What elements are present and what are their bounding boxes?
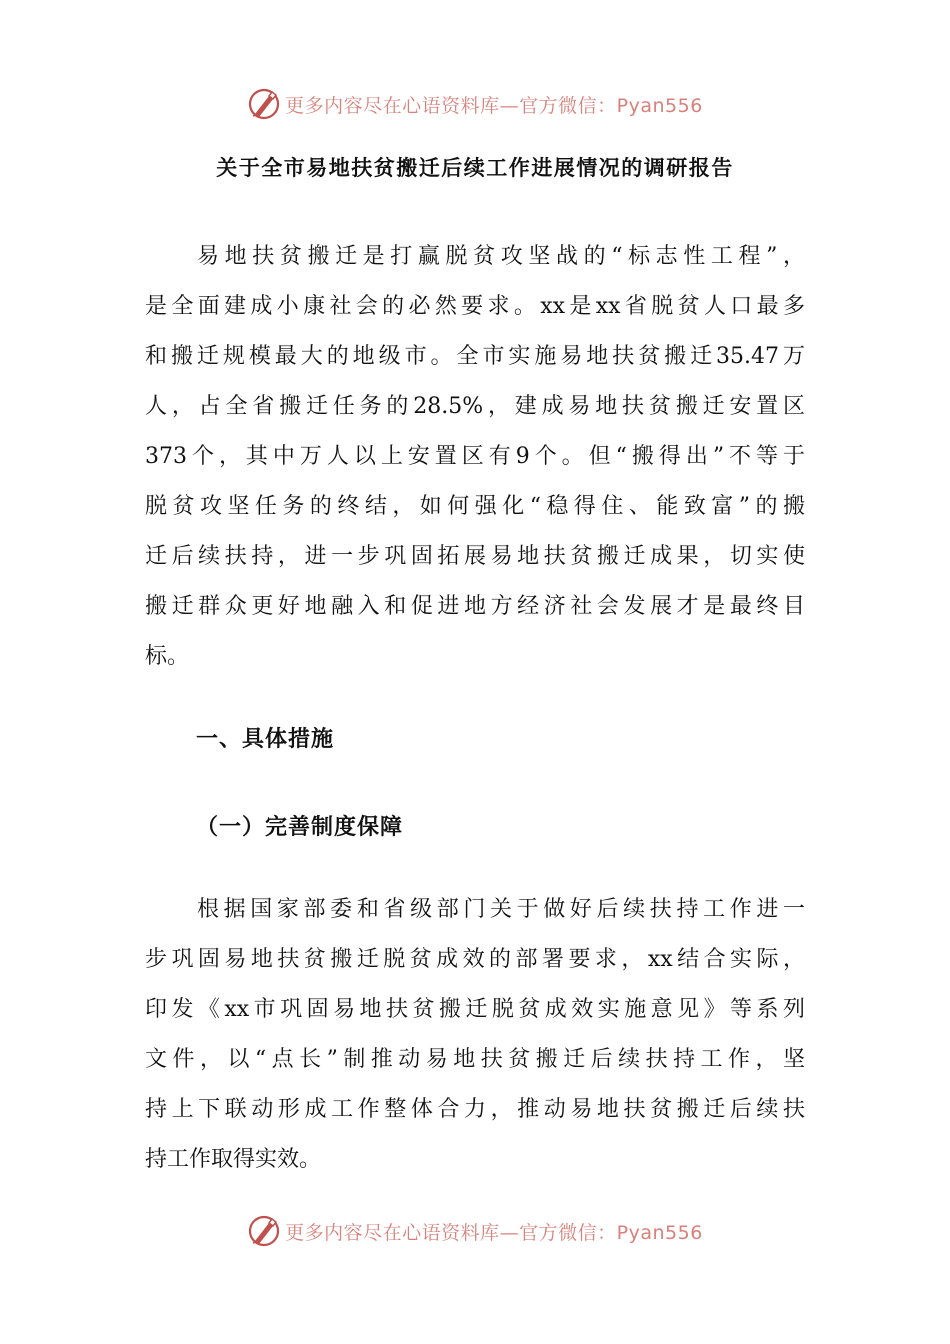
- watermark-text: 更多内容尽在心语资料库—官方微信：: [285, 94, 617, 117]
- pen-logo-icon: [247, 1214, 281, 1248]
- watermark-wechat-id: Pyan556: [616, 1221, 703, 1244]
- paragraph-line: 印发《xx市巩固易地扶贫搬迁脱贫成效实施意见》等系列: [145, 997, 805, 1022]
- watermark-wechat-id: Pyan556: [616, 94, 703, 117]
- document-title: 关于全市易地扶贫搬迁后续工作进展情况的调研报告: [216, 156, 734, 180]
- paragraph-line: 人，占全省搬迁任务的28.5%，建成易地扶贫搬迁安置区: [145, 394, 805, 419]
- paragraph-line: 脱贫攻坚任务的终结，如何强化“稳得住、能致富”的搬: [145, 494, 805, 519]
- paragraph-line: 持工作取得实效。: [145, 1147, 322, 1172]
- intro-paragraph: [145, 232, 805, 682]
- paragraph-line: 持上下联动形成工作整体合力，推动易地扶贫搬迁后续扶: [145, 1097, 805, 1122]
- paragraph-line: 373个，其中万人以上安置区有9个。但“搬得出”不等于: [145, 444, 805, 469]
- paragraph-line: 易地扶贫搬迁是打赢脱贫攻坚战的“标志性工程”，: [197, 244, 805, 269]
- paragraph-line: 搬迁群众更好地融入和促进地方经济社会发展才是最终目: [145, 594, 805, 619]
- paragraph-line: 是全面建成小康社会的必然要求。xx是xx省脱贫人口最多: [145, 294, 805, 319]
- paragraph-line: 步巩固易地扶贫搬迁脱贫成效的部署要求，xx结合实际，: [145, 947, 805, 972]
- paragraph-line: 迁后续扶持，进一步巩固拓展易地扶贫搬迁成果，切实使: [145, 544, 805, 569]
- watermark-text: 更多内容尽在心语资料库—官方微信：: [285, 1221, 617, 1244]
- footer-watermark: [0, 1213, 950, 1249]
- section-heading: 一、具体措施: [196, 727, 335, 752]
- paragraph-line: 标。: [145, 644, 190, 669]
- paragraph-line: 根据国家部委和省级部门关于做好后续扶持工作进一: [197, 897, 805, 922]
- subsection-paragraph: [145, 885, 805, 1185]
- pen-logo-icon: [247, 87, 281, 121]
- header-watermark: [0, 86, 950, 122]
- paragraph-line: 和搬迁规模最大的地级市。全市实施易地扶贫搬迁35.47万: [145, 344, 805, 369]
- paragraph-line: 文件，以“点长”制推动易地扶贫搬迁后续扶持工作，坚: [145, 1047, 805, 1072]
- subsection-heading: （一）完善制度保障: [196, 815, 404, 840]
